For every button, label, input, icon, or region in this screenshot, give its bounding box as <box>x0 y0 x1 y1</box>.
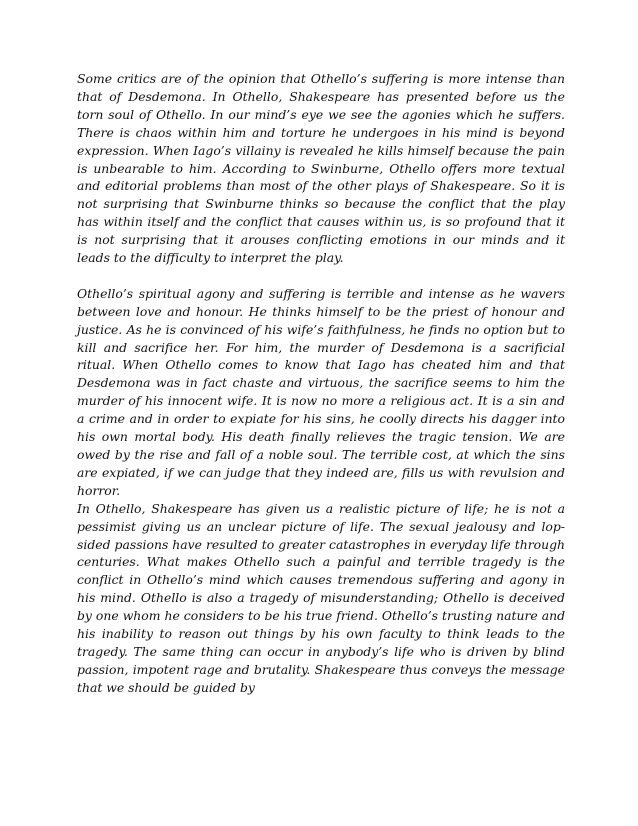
document-page <box>77 70 565 697</box>
paragraph-realistic-picture: In Othello, Shakespeare has given us a realistic picture of life; he is not a pessimist giving us an unclear picture of life. The sexual jealousy and lop-sided passions have resulted to greater catastrophes in everyday life through centuries. What makes Othello such a painful and terrible tragedy is the conflict in Othello’s mind which causes tremendous suffering and agony in his mind. Othello is also a tragedy of misunderstanding; Othello is deceived by one whom he considers to be his true friend. Othello’s trusting nature and his inability to reason out things by his own faculty to think leads to the tragedy. The same thing can occur in anybody’s life who is driven by blind passion, impotent rage and brutality. Shakespeare thus conveys the message that we should be guided by <box>77 500 565 695</box>
paragraph-spacer <box>77 267 565 285</box>
paragraph-critics-opinion: Some critics are of the opinion that Othello’s suffering is more intense than that of Desdemona. In Othello, Shakespeare has presented before us the torn soul of Othello. In our mind’s eye we see the agonies which he suffers. There is chaos within him and torture he undergoes in his mind is beyond expression. When Iago’s villainy is revealed he kills himself because the pain is unbearable to him. According to Swinburne, Othello offers more textual and editorial problems than most of the other plays of Shakespeare. So it is not surprising that Swinburne thinks so because the conflict that the play has within itself and the conflict that causes within us, is so profound that it is not surprising that it arouses conflicting emotions in our minds and it leads to the difficulty to interpret the play. <box>77 71 565 266</box>
paragraph-spiritual-agony: Othello’s spiritual agony and suffering is terrible and intense as he wavers between love and honour. He thinks himself to be the priest of honour and justice. As he is convinced of his wife’s faithfulness, he finds no option but to kill and sacrifice her. For him, the murder of Desdemona is a sacrificial ritual. When Othello comes to know that Iago has cheated him and that Desdemona was in fact chaste and virtuous, the sacrifice seems to him the murder of his innocent wife. It is now no more a religious act. It is a sin and a crime and in order to expiate for his sins, he coolly directs his dagger into his own mortal body. His death finally relieves the tragic tension. We are owed by the rise and fall of a noble soul. The terrible cost, at which the sins are expiated, if we can judge that they indeed are, fills us with revulsion and horror. <box>77 285 565 498</box>
